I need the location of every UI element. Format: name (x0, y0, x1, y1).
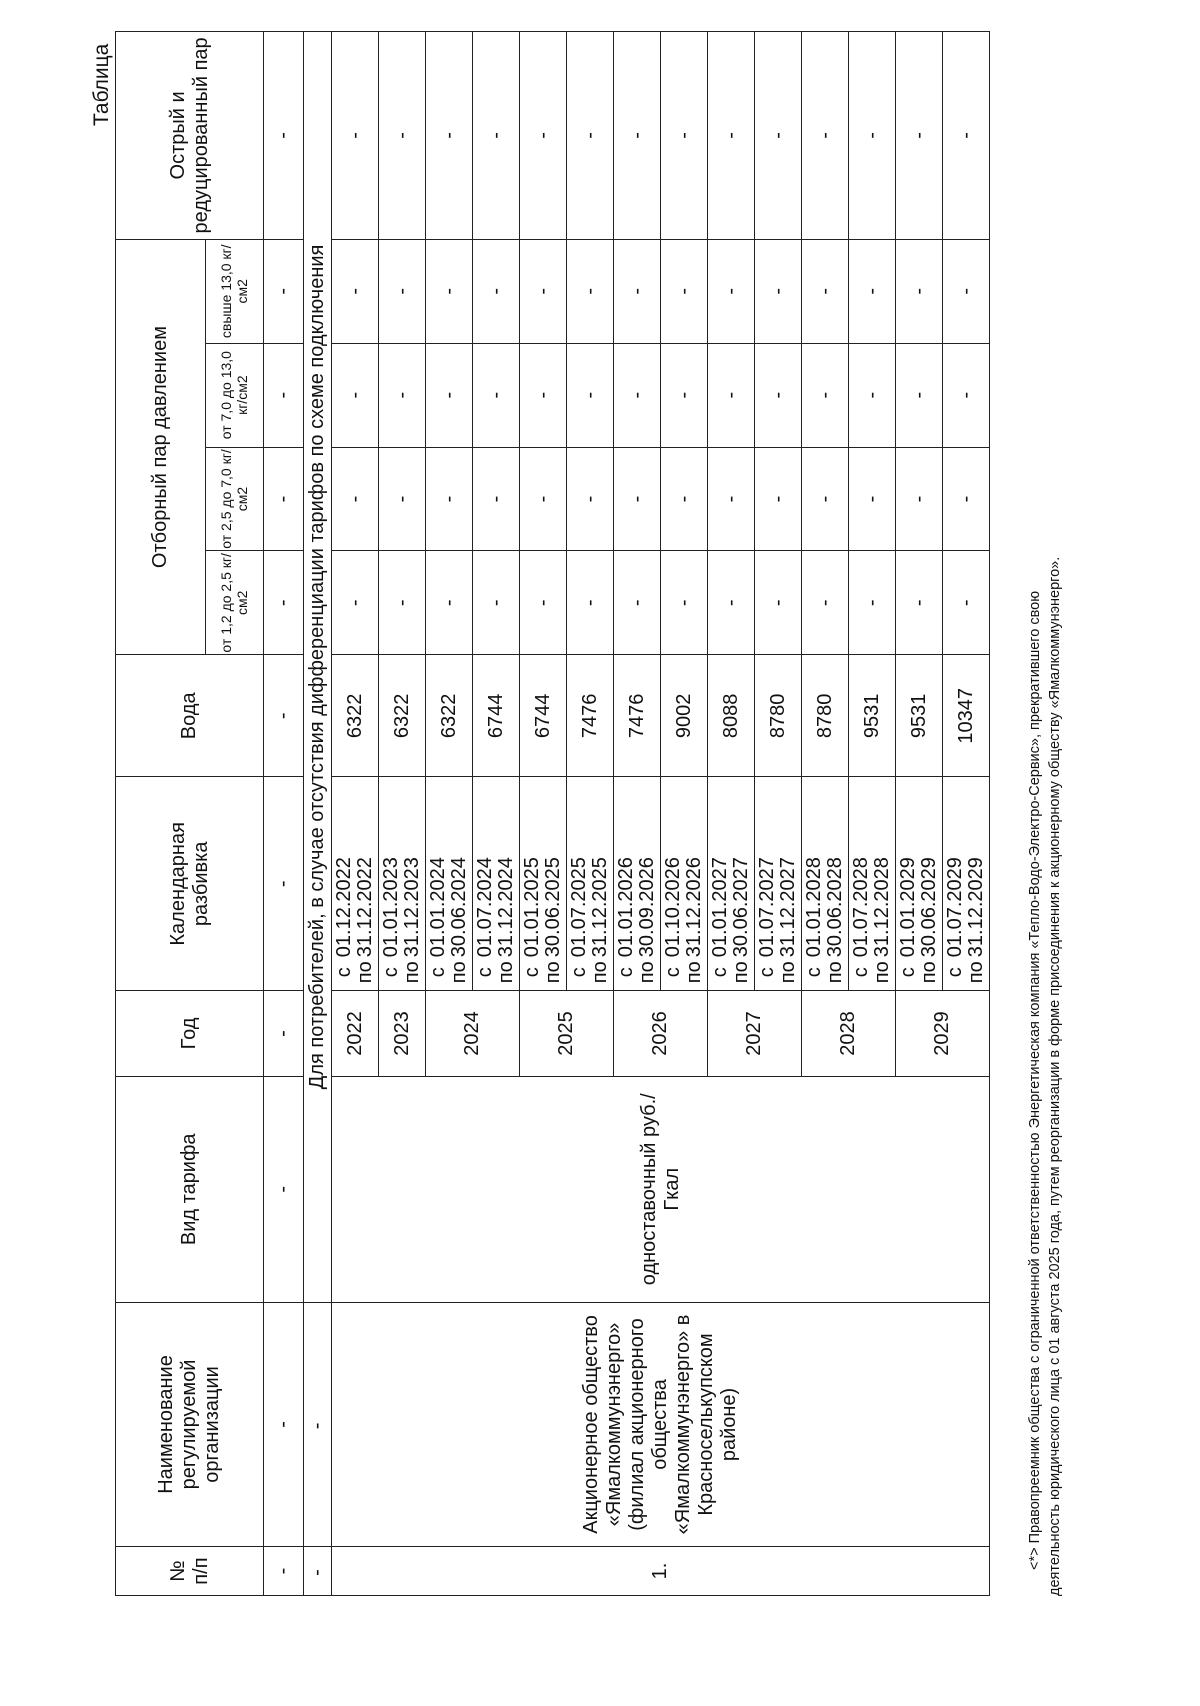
prefix-from: с (521, 967, 543, 978)
calendar-from (428, 780, 449, 987)
dash-cell: - (473, 447, 520, 551)
date-to: 30.06.2028 (824, 857, 846, 958)
prefix-to: по (589, 961, 611, 984)
dash-cell: - (802, 343, 849, 447)
prefix-from: с (474, 967, 496, 978)
year-cell: 2027 (708, 991, 802, 1077)
prefix-to: по (730, 961, 752, 984)
year-cell: 2023 (379, 991, 426, 1077)
water-value: 8780 (755, 655, 802, 777)
date-to: 31.12.2028 (871, 857, 893, 958)
dash-cell: - (379, 447, 426, 551)
calendar-to (402, 780, 423, 987)
calendar-from (334, 780, 355, 987)
year-cell: 2022 (332, 991, 379, 1077)
date-from: 01.01.2029 (897, 857, 919, 958)
dash-cell: - (896, 239, 943, 343)
prefix-from: с (803, 967, 825, 978)
date-to: 31.12.2025 (589, 857, 611, 958)
dash-cell: - (896, 447, 943, 551)
dash-cell: - (264, 1547, 304, 1596)
calendar-from (522, 780, 543, 987)
calendar-from (804, 780, 825, 987)
dash-cell: - (661, 343, 708, 447)
dash-cell: - (304, 1302, 332, 1546)
tariff-kind: одноставочный руб./Гкал (332, 1076, 990, 1302)
footnote-line-2: деятельность юридического лица с 01 августа 2025 года, путем реорганизации в форме присоединения к акционерному обществу «Ямалкоммунэнерго». (1047, 556, 1063, 1596)
calendar-cell (426, 777, 473, 991)
water-value: 7476 (567, 655, 614, 777)
header-kind: Вид тарифа (116, 1076, 264, 1302)
calendar-from (898, 780, 919, 987)
footnote-line-1: <*> Правопреемник общества с ограниченной ответственностью Энергетическая компания «Тепло-Водо-Электро-Сервис», прекратившего свою (1027, 590, 1043, 1570)
dash-cell: - (332, 239, 379, 343)
calendar-to (496, 780, 517, 987)
date-to: 30.06.2029 (918, 857, 940, 958)
dash-cell: - (264, 239, 304, 343)
date-from: 01.01.2027 (709, 857, 731, 958)
dash-cell: - (473, 551, 520, 655)
prefix-from: с (897, 967, 919, 978)
prefix-from: с (709, 967, 731, 978)
calendar-to (543, 780, 564, 987)
year-cell: 2026 (614, 991, 708, 1077)
dash-cell: - (943, 447, 990, 551)
date-to: 30.06.2024 (448, 857, 470, 958)
dash-cell: - (849, 551, 896, 655)
date-from: 01.07.2025 (568, 857, 590, 958)
dash-cell: - (614, 343, 661, 447)
dash-cell: - (849, 32, 896, 240)
water-value: 6322 (379, 655, 426, 777)
dash-cell: - (708, 239, 755, 343)
dash-cell: - (802, 239, 849, 343)
date-to: 31.12.2024 (495, 857, 517, 958)
calendar-from (757, 780, 778, 987)
date-from: 01.01.2028 (803, 857, 825, 958)
group-row (304, 32, 332, 1596)
prefix-from: с (944, 967, 966, 978)
dash-cell: - (567, 343, 614, 447)
dash-cell: - (426, 239, 473, 343)
water-value: 6744 (473, 655, 520, 777)
date-from: 01.01.2024 (427, 857, 449, 958)
date-from: 01.07.2024 (474, 857, 496, 958)
prefix-to: по (918, 961, 940, 984)
dash-cell: - (264, 655, 304, 777)
dash-cell: - (426, 32, 473, 240)
dash-cell: - (264, 777, 304, 991)
calendar-to (590, 780, 611, 987)
water-value: 8780 (802, 655, 849, 777)
prefix-from: с (333, 967, 355, 978)
water-value: 6322 (332, 655, 379, 777)
date-to: 30.09.2026 (636, 857, 658, 958)
header-year: Год (116, 991, 264, 1077)
prefix-to: по (683, 961, 705, 984)
calendar-cell (802, 777, 849, 991)
calendar-cell (332, 777, 379, 991)
dash-cell: - (614, 447, 661, 551)
header-steam-1: от 1,2 до 2,5 кг/см2 (206, 551, 264, 655)
dash-cell: - (332, 551, 379, 655)
row-number: 1. (332, 1547, 990, 1596)
footnote (1025, 31, 1065, 1596)
dash-cell: - (708, 32, 755, 240)
calendar-cell (896, 777, 943, 991)
header-steam-4: свыше 13,0 кг/см2 (206, 239, 264, 343)
calendar-to (637, 780, 658, 987)
dash-cell: - (520, 447, 567, 551)
header-steam: Отборный пар давлением (116, 239, 206, 654)
calendar-cell (379, 777, 426, 991)
dash-cell: - (379, 239, 426, 343)
dash-cell: - (802, 32, 849, 240)
dash-cell: - (264, 991, 304, 1077)
water-value: 9531 (849, 655, 896, 777)
dash-cell: - (473, 32, 520, 240)
header-num: № п/п (116, 1547, 264, 1596)
prefix-from: с (615, 967, 637, 978)
prefix-from: с (662, 967, 684, 978)
prefix-to: по (871, 961, 893, 984)
calendar-cell (473, 777, 520, 991)
header-calendar: Календарная разбивка (116, 777, 264, 991)
calendar-cell (614, 777, 661, 991)
prefix-to: по (448, 961, 470, 984)
dash-cell: - (661, 32, 708, 240)
year-cell: 2028 (802, 991, 896, 1077)
header-steam-2: от 2,5 до 7,0 кг/см2 (206, 447, 264, 551)
calendar-cell (520, 777, 567, 991)
dash-cell: - (379, 32, 426, 240)
calendar-to (919, 780, 940, 987)
dash-cell: - (520, 551, 567, 655)
calendar-cell (661, 777, 708, 991)
date-from: 01.07.2028 (850, 857, 872, 958)
dash-cell: - (755, 32, 802, 240)
calendar-from (475, 780, 496, 987)
dash-cell: - (614, 239, 661, 343)
water-value: 9531 (896, 655, 943, 777)
prefix-to: по (354, 961, 376, 984)
dash-cell: - (473, 239, 520, 343)
calendar-to (449, 780, 470, 987)
dash-cell: - (567, 32, 614, 240)
calendar-to (731, 780, 752, 987)
prefix-from: с (380, 967, 402, 978)
calendar-from (710, 780, 731, 987)
dash-cell: - (661, 447, 708, 551)
group-label: Для потребителей, в случае отсутствия дифференциации тарифов по схеме подключения (304, 32, 332, 1303)
date-from: 01.12.2022 (333, 857, 355, 958)
dash-cell: - (614, 551, 661, 655)
dash-cell: - (755, 551, 802, 655)
calendar-to (355, 780, 376, 987)
prefix-to: по (495, 961, 517, 984)
org-name: Акционерное общество «Ямалкоммунэнерго» (филиал акционерного общества «Ямалкоммунэнерго» в Красноселькупском районе) (332, 1302, 990, 1546)
prefix-to: по (824, 961, 846, 984)
dash-cell: - (567, 551, 614, 655)
calendar-cell (708, 777, 755, 991)
dash-cell: - (520, 239, 567, 343)
dash-cell: - (567, 447, 614, 551)
dash-cell: - (755, 239, 802, 343)
date-from: 01.01.2025 (521, 857, 543, 958)
prefix-from: с (850, 967, 872, 978)
dash-cell: - (755, 343, 802, 447)
dash-cell: - (304, 1547, 332, 1596)
dash-cell: - (332, 32, 379, 240)
date-from: 01.01.2026 (615, 857, 637, 958)
table-caption: Таблица (90, 43, 113, 126)
dash-cell: - (426, 343, 473, 447)
calendar-from (851, 780, 872, 987)
date-from: 01.01.2023 (380, 857, 402, 958)
date-from: 01.10.2026 (662, 857, 684, 958)
water-value: 8088 (708, 655, 755, 777)
dash-cell: - (896, 343, 943, 447)
date-to: 31.12.2029 (965, 857, 987, 958)
dash-cell: - (896, 551, 943, 655)
calendar-cell (849, 777, 896, 991)
calendar-to (684, 780, 705, 987)
dash-cell: - (661, 551, 708, 655)
dash-cell: - (264, 32, 304, 240)
dash-cell: - (849, 447, 896, 551)
date-to: 31.12.2022 (354, 857, 376, 958)
dash-cell: - (708, 551, 755, 655)
prefix-to: по (542, 961, 564, 984)
date-to: 31.12.2023 (401, 857, 423, 958)
prefix-to: по (965, 961, 987, 984)
dash-cell: - (708, 343, 755, 447)
dash-cell: - (264, 551, 304, 655)
prefix-to: по (777, 961, 799, 984)
dash-cell: - (264, 343, 304, 447)
dash-cell: - (520, 32, 567, 240)
dash-cell: - (943, 32, 990, 240)
dash-cell: - (802, 551, 849, 655)
dash-cell: - (943, 239, 990, 343)
header-steam-3: от 7,0 до 13,0 кг/см2 (206, 343, 264, 447)
dash-row (264, 32, 304, 1596)
dash-cell: - (802, 447, 849, 551)
dash-cell: - (473, 343, 520, 447)
calendar-from (616, 780, 637, 987)
calendar-from (381, 780, 402, 987)
water-value: 6322 (426, 655, 473, 777)
dash-cell: - (379, 551, 426, 655)
calendar-to (778, 780, 799, 987)
year-cell: 2025 (520, 991, 614, 1077)
water-value: 10347 (943, 655, 990, 777)
calendar-to (825, 780, 846, 987)
dash-cell: - (426, 447, 473, 551)
dash-cell: - (661, 239, 708, 343)
calendar-from (663, 780, 684, 987)
prefix-from: с (427, 967, 449, 978)
calendar-from (569, 780, 590, 987)
dash-cell: - (264, 1302, 304, 1546)
date-to: 30.06.2025 (542, 857, 564, 958)
calendar-to (966, 780, 987, 987)
date-from: 01.07.2027 (756, 857, 778, 958)
prefix-to: по (636, 961, 658, 984)
calendar-from (945, 780, 966, 987)
water-value: 9002 (661, 655, 708, 777)
dash-cell: - (520, 343, 567, 447)
header-water: Вода (116, 655, 264, 777)
table-row (332, 32, 379, 1596)
water-value: 7476 (614, 655, 661, 777)
dash-cell: - (426, 551, 473, 655)
dash-cell: - (332, 343, 379, 447)
water-value: 6744 (520, 655, 567, 777)
date-from: 01.07.2029 (944, 857, 966, 958)
header-org: Наименование регулируемой организации (116, 1302, 264, 1546)
prefix-from: с (756, 967, 778, 978)
dash-cell: - (849, 343, 896, 447)
dash-cell: - (264, 447, 304, 551)
calendar-to (872, 780, 893, 987)
dash-cell: - (708, 447, 755, 551)
dash-cell: - (943, 343, 990, 447)
prefix-to: по (401, 961, 423, 984)
date-to: 30.06.2027 (730, 857, 752, 958)
calendar-cell (943, 777, 990, 991)
dash-cell: - (896, 32, 943, 240)
dash-cell: - (332, 447, 379, 551)
date-to: 31.12.2027 (777, 857, 799, 958)
calendar-cell (567, 777, 614, 991)
date-to: 31.12.2026 (683, 857, 705, 958)
calendar-cell (755, 777, 802, 991)
dash-cell: - (567, 239, 614, 343)
prefix-from: с (568, 967, 590, 978)
header-sharp-steam: Острый и редуцированный пар (116, 32, 264, 240)
year-cell: 2024 (426, 991, 520, 1077)
dash-cell: - (264, 1076, 304, 1302)
dash-cell: - (943, 551, 990, 655)
year-cell: 2029 (896, 991, 990, 1077)
dash-cell: - (849, 239, 896, 343)
dash-cell: - (755, 447, 802, 551)
dash-cell: - (614, 32, 661, 240)
tariff-table (115, 31, 990, 1596)
dash-cell: - (379, 343, 426, 447)
